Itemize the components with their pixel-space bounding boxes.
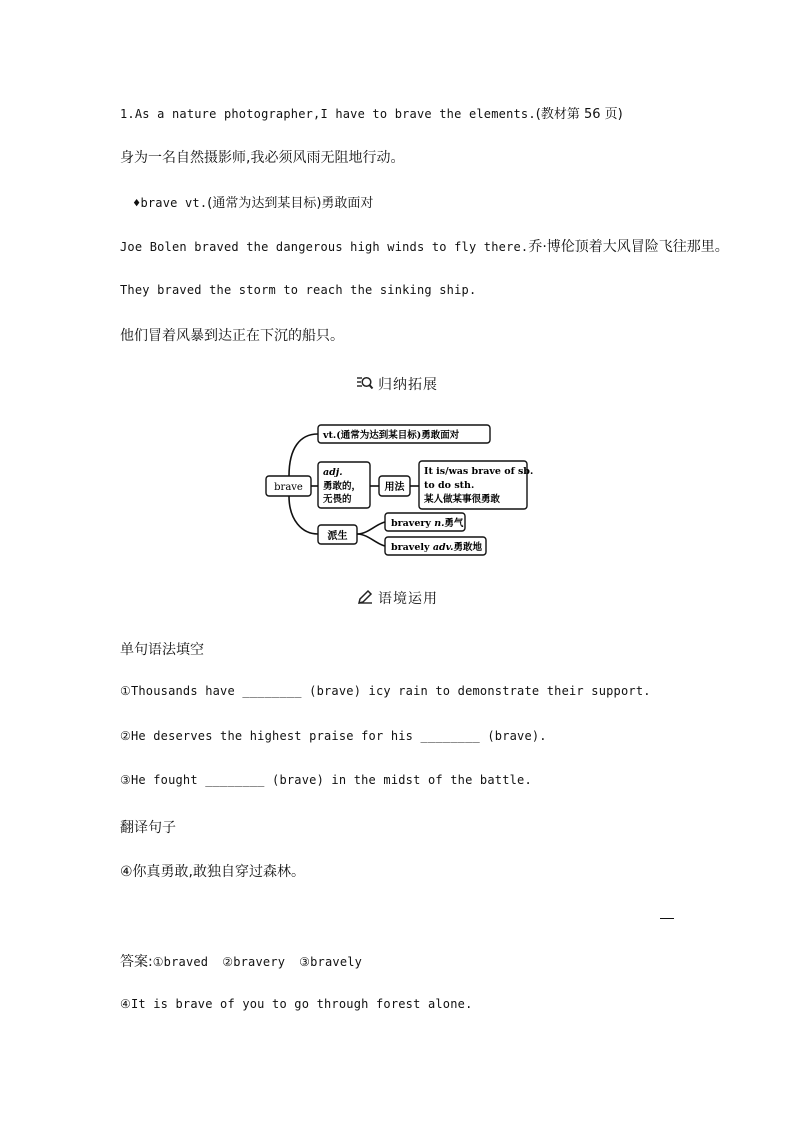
textbook-page-ref: (教材第 56 页) [535,107,623,122]
sentence-translation-1: 身为一名自然摄影师,我必须风雨无阻地行动。 [120,150,405,166]
exercise-part2-title: 翻译句子 [120,820,176,836]
sentence-cn: 乔·博伦顶着大风冒险飞往那里。 [528,239,729,255]
exercise-q3: ③He fought ________ (brave) in the midst of the battle. [120,773,532,787]
pencil-icon [356,589,374,609]
sentence-en: 1.As a nature photographer,I have to brave the elements. [120,107,536,121]
section-title-text: 语境运用 [378,591,438,607]
usage-line-3: 某人做某事很勇敢 [424,494,501,505]
exercise-q2: ②He deserves the highest praise for his ________ (brave). [120,729,547,743]
connector-derive [289,496,318,534]
usage-line-1: It is/was brave of sb. [424,466,534,477]
section-title-induction [0,374,794,395]
connector-vt [289,434,318,476]
usage-label: 用法 [384,482,405,493]
example-sentence-1 [120,103,623,123]
vocab-word: brave vt. [140,196,208,210]
answers-label: 答案: [120,954,153,970]
section-title-text: 归纳拓展 [378,377,438,393]
section-title-context [0,588,794,609]
sentence-en: Joe Bolen braved the dangerous high winds to fly there. [120,240,529,254]
example-sentence-3: They braved the storm to reach the sinking ship. [120,283,477,297]
derive-label: 派生 [327,531,348,542]
answer-2: ②bravery [222,955,286,969]
brave-mind-map [260,420,535,560]
vocab-meaning: (通常为达到某目标)勇敢面对 [207,196,374,211]
example-sentence-2 [120,236,729,256]
adj-meaning-2: 无畏的 [323,494,352,505]
sentence-translation-3: 他们冒着风暴到达正在下沉的船只。 [120,328,344,344]
bravely-label: bravely adv.勇敢地 [391,542,482,553]
exercise-q1: ①Thousands have ________ (brave) icy rain to demonstrate their support. [120,684,651,698]
connector-bravery [357,522,385,534]
adj-pos: adj. [323,467,343,478]
answer-4: ④It is brave of you to go through forest alone. [120,997,473,1011]
diamond-bullet: ♦ [133,196,141,210]
answer-blank-line [660,918,674,919]
exercise-q4: ④你真勇敢,敢独自穿过森林。 [120,864,306,880]
usage-line-2: to do sth. [424,480,475,491]
answer-1: ①braved [152,955,209,969]
connector-bravely [357,534,385,546]
magnifier-list-icon [356,375,374,395]
vt-label: vt.(通常为达到某目标)勇敢面对 [323,430,460,441]
answer-3: ③bravely [299,955,363,969]
adj-meaning-1: 勇敢的， [323,481,362,492]
vocab-definition [133,192,373,212]
answers-line [120,951,362,971]
root-label: brave [274,482,303,493]
bravery-label: bravery n.勇气 [391,518,464,529]
exercise-part1-title: 单句语法填空 [120,642,204,658]
